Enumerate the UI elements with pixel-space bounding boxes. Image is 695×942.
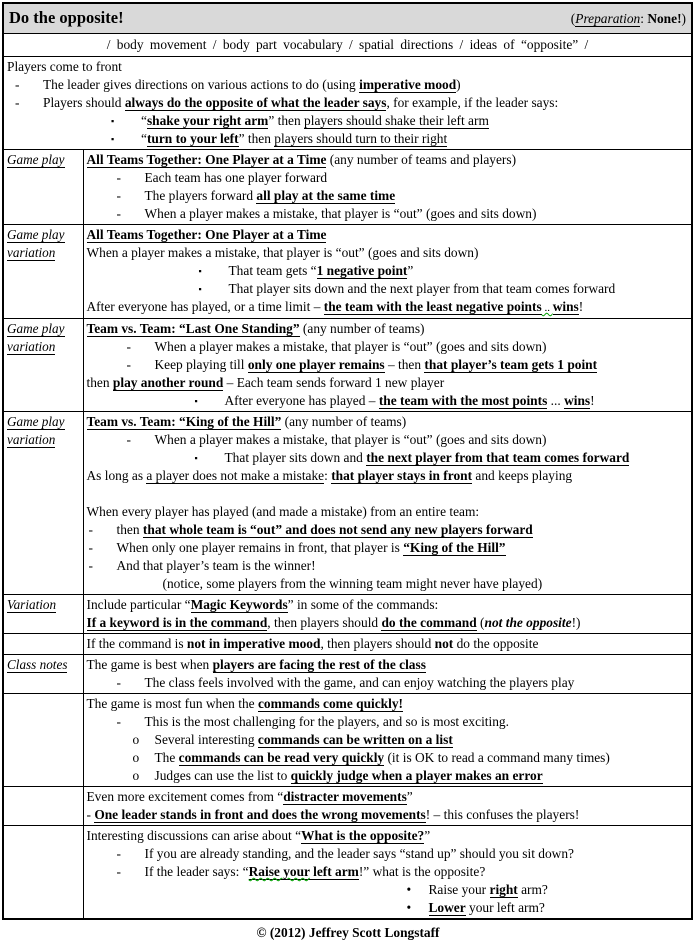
prep-value: None! <box>647 11 682 26</box>
text-line <box>87 767 689 785</box>
text-segment: wins <box>564 393 591 408</box>
text-segment: Team vs. Team: “King of the Hill” <box>86 414 282 429</box>
line-text <box>163 576 543 591</box>
row-label-text: Variation <box>7 597 57 612</box>
copyright-footer: © (2012) Jeffrey Scott Longstaff <box>256 925 440 940</box>
text-segment: This is the most challenging for the players, and so is most exciting. <box>144 714 509 729</box>
text-line <box>87 431 689 449</box>
text-line <box>87 899 689 917</box>
text-segment: Raise your <box>248 864 310 879</box>
text-segment: The players forward <box>144 188 257 203</box>
text-segment: – then <box>384 357 425 372</box>
text-segment: quickly judge when a player makes an error <box>290 768 543 783</box>
dash-bullet-marker: - <box>88 540 93 555</box>
row-label-text: Game play <box>7 414 65 429</box>
text-segment: All Teams Together: One Player at a Time <box>86 227 327 242</box>
text-line <box>87 749 689 767</box>
line-text <box>43 76 688 94</box>
text-line <box>87 226 689 244</box>
line-text <box>145 863 689 881</box>
text-line <box>87 806 689 824</box>
line-text <box>87 807 580 823</box>
table-row <box>3 225 692 319</box>
row-label <box>3 634 83 655</box>
table-body <box>3 57 692 920</box>
line-text <box>155 338 689 356</box>
text-segment: And that player’s team is the winner! <box>116 558 316 573</box>
text-line <box>87 788 689 806</box>
line-text <box>117 557 689 575</box>
header-cell <box>3 3 692 34</box>
text-line <box>87 575 689 593</box>
text-segment: : <box>324 468 332 483</box>
row-label-line <box>7 320 80 338</box>
line-text <box>87 828 431 844</box>
text-segment: “ <box>141 113 147 128</box>
dash-bullet-marker: - <box>126 357 131 372</box>
text-segment: (any number of teams) <box>281 414 407 429</box>
line-text <box>145 187 689 205</box>
text-segment: left arm <box>309 864 359 879</box>
row-label-text: Class notes <box>7 657 68 672</box>
line-text <box>155 767 689 785</box>
line-text <box>87 414 407 430</box>
text-line <box>87 539 689 557</box>
row-label <box>3 412 83 595</box>
text-line <box>87 413 689 431</box>
text-line <box>87 845 689 863</box>
text-segment: players should shake their left arm <box>304 113 489 128</box>
text-segment: When a player makes a mistake, that player is “out” (goes and sits down) <box>144 206 537 221</box>
dash-bullet-marker: - <box>116 206 121 221</box>
text-line <box>87 392 689 410</box>
text-segment: – Each team sends forward 1 new player <box>223 375 445 390</box>
row-label-text: variation <box>7 432 56 447</box>
table-row <box>3 694 692 787</box>
square-bullet-marker: ▪ <box>111 116 115 126</box>
line-text <box>429 899 689 917</box>
text-segment: After everyone has played, or a time limit – <box>86 299 324 314</box>
text-segment: The <box>154 750 179 765</box>
document-header-row <box>3 3 692 34</box>
text-segment: (any number of teams and players) <box>326 152 517 167</box>
line-text <box>87 789 413 805</box>
line-text <box>87 597 439 613</box>
text-line <box>7 76 688 94</box>
line-text <box>229 280 689 298</box>
disc-bullet-marker: • <box>406 882 412 897</box>
prep-close-paren: ) <box>681 11 686 26</box>
text-segment: ” <box>406 789 413 804</box>
line-text <box>145 845 689 863</box>
line-text <box>155 431 689 449</box>
text-segment: all play at the same time <box>256 188 396 203</box>
row-content <box>83 634 692 655</box>
text-line <box>87 205 689 223</box>
text-segment: Interesting discussions can arise about “ <box>86 828 302 843</box>
text-segment: ! <box>578 299 584 314</box>
row-label <box>3 694 83 787</box>
table-row <box>3 412 692 595</box>
text-segment: The leader gives directions on various actions to do (using <box>43 77 360 92</box>
dash-bullet-marker: - <box>88 522 93 537</box>
table-row <box>3 634 692 655</box>
text-line <box>87 614 689 632</box>
text-segment: One leader stands in front and does the wrong movements <box>94 807 426 822</box>
dash-bullet-marker: - <box>116 188 121 203</box>
text-segment: When every player has played (and made a mistake) from an entire team: <box>86 504 480 519</box>
text-segment: Judges can use the list to <box>154 768 291 783</box>
row-label-line <box>7 151 80 169</box>
text-segment: ” <box>424 828 431 843</box>
text-segment: ) <box>456 77 461 92</box>
text-segment: If the command is <box>86 636 187 651</box>
text-segment: distracter movements <box>283 789 407 804</box>
dash-bullet-marker: - <box>126 339 131 354</box>
row-label <box>3 150 83 225</box>
dash-bullet-marker: - <box>116 864 121 879</box>
line-text <box>87 245 479 260</box>
square-bullet-marker: ▪ <box>198 284 202 294</box>
topics-cell <box>3 34 692 57</box>
text-line <box>87 521 689 539</box>
text-segment: The class feels involved with the game, and can enjoy watching the players play <box>144 675 575 690</box>
text-segment: Each team has one player forward <box>144 170 328 185</box>
text-segment: All Teams Together: One Player at a Time <box>86 152 327 167</box>
dash-bullet-marker: - <box>116 170 121 185</box>
line-text <box>117 521 689 539</box>
text-segment: commands can be read very quickly <box>178 750 385 765</box>
text-line <box>87 298 689 317</box>
text-segment: always do the opposite of what the leader says <box>124 95 387 110</box>
text-segment: do the opposite <box>453 636 539 651</box>
text-segment: ” in some of the commands: <box>287 597 439 612</box>
dash-bullet-marker: - <box>126 432 131 447</box>
text-line <box>87 674 689 692</box>
row-label-text: variation <box>7 339 56 354</box>
text-segment: When only one player remains in front, that player is <box>116 540 404 555</box>
square-bullet-marker: ▪ <box>194 453 198 463</box>
row-content <box>83 150 692 225</box>
table-row <box>3 57 692 150</box>
text-segment: play another round <box>112 375 224 390</box>
text-line <box>87 485 689 503</box>
text-segment: Players come to front <box>7 59 122 74</box>
line-text <box>7 59 122 74</box>
text-segment: Several interesting <box>154 732 258 747</box>
text-segment: imperative mood <box>359 77 457 92</box>
row-content <box>83 826 692 920</box>
row-label-text: Game play <box>7 227 65 242</box>
text-segment: not the opposite <box>484 615 572 630</box>
line-text <box>145 713 689 731</box>
text-segment: .. <box>541 302 553 314</box>
text-segment: , then players should <box>267 615 382 630</box>
text-segment: wins <box>552 299 579 314</box>
topics-text: / body movement / body part vocabulary / spatial directions / ideas of “opposite” / <box>106 37 589 52</box>
text-segment: That player sits down and the next player from that team comes forward <box>228 281 616 296</box>
row-label-line <box>7 413 80 431</box>
text-segment: That player sits down and <box>224 450 367 465</box>
text-line <box>87 503 689 521</box>
row-label <box>3 225 83 319</box>
text-segment: the team with the least negative points <box>323 299 542 314</box>
page-title: Do the opposite! <box>9 8 124 27</box>
text-segment: a player does not make a mistake <box>146 468 325 483</box>
topics-row <box>3 34 692 57</box>
text-line <box>87 262 689 280</box>
prep-open-paren: ( <box>570 11 576 26</box>
text-line <box>7 112 688 130</box>
line-text <box>87 636 539 651</box>
dash-bullet-marker: - <box>116 846 121 861</box>
text-segment: When a player makes a mistake, that player is “out” (goes and sits down) <box>154 432 547 447</box>
dash-bullet-marker: - <box>88 558 93 573</box>
text-segment: that player’s team gets 1 point <box>424 357 598 372</box>
circle-bullet-marker: o <box>132 768 140 783</box>
preparation-note <box>571 10 686 28</box>
row-content <box>83 787 692 826</box>
row-label <box>3 826 83 920</box>
text-segment: the team with the most points <box>378 393 548 408</box>
row-label-text: Game play <box>7 152 65 167</box>
text-line <box>7 130 688 148</box>
text-line <box>7 58 688 76</box>
text-segment: players are facing the rest of the class <box>212 657 426 672</box>
row-content <box>83 595 692 634</box>
line-text <box>87 227 327 243</box>
text-line <box>87 338 689 356</box>
text-segment: only one player remains <box>247 357 385 372</box>
text-segment: Magic Keywords <box>190 597 288 612</box>
text-segment: , for example, if the leader says: <box>386 95 559 110</box>
text-segment: right <box>489 882 518 897</box>
row-content <box>83 694 692 787</box>
table-row <box>3 787 692 826</box>
text-segment: Even more excitement comes from “ <box>86 789 284 804</box>
row-label <box>3 319 83 412</box>
text-line <box>87 187 689 205</box>
text-line <box>87 863 689 881</box>
text-segment: Raise your <box>428 882 490 897</box>
row-label-line <box>7 338 80 356</box>
prep-label: Preparation <box>575 11 641 26</box>
text-segment: The game is most fun when the <box>86 696 258 711</box>
line-text <box>145 674 689 692</box>
text-line <box>87 713 689 731</box>
line-text <box>87 299 584 314</box>
text-segment: As long as <box>86 468 147 483</box>
text-line <box>87 374 689 392</box>
text-segment: Include particular “ <box>86 597 191 612</box>
text-line <box>87 881 689 899</box>
text-segment: players should turn to their right <box>274 131 448 146</box>
text-line <box>87 467 689 485</box>
text-segment: That team gets “ <box>228 263 317 278</box>
line-text <box>87 152 517 168</box>
row-content <box>83 319 692 412</box>
line-text <box>141 130 688 148</box>
row-content <box>83 655 692 694</box>
text-line <box>87 557 689 575</box>
text-segment: the next player from that team comes forward <box>366 450 630 465</box>
text-segment: Lower <box>428 900 466 915</box>
row-content <box>83 412 692 595</box>
text-segment: Players should <box>43 95 125 110</box>
dash-bullet-marker: - <box>116 714 121 729</box>
line-text <box>117 539 689 557</box>
row-label-line <box>7 431 80 449</box>
text-line <box>87 280 689 298</box>
row-label-text: Game play <box>7 321 65 336</box>
line-text <box>87 468 573 484</box>
line-text <box>225 392 689 410</box>
disc-bullet-marker: • <box>406 900 412 915</box>
text-line <box>87 656 689 674</box>
table-row <box>3 150 692 225</box>
text-segment: When a player makes a mistake, that player is “out” (goes and sits down) <box>86 245 479 260</box>
text-segment: ! <box>590 393 595 408</box>
dash-bullet-marker: - <box>15 77 20 92</box>
text-segment: that whole team is “out” and does not send any new players forward <box>142 522 533 537</box>
text-segment: commands can be written on a list <box>257 732 453 747</box>
text-line <box>87 356 689 374</box>
line-text <box>43 94 688 112</box>
line-text <box>141 112 688 130</box>
text-segment: not <box>434 636 454 651</box>
text-segment: commands come quickly! <box>257 696 403 711</box>
row-label-text: variation <box>7 245 56 260</box>
text-segment: that player stays in front <box>331 468 473 483</box>
text-segment: (it is OK to read a command many times) <box>384 750 610 765</box>
line-text <box>429 881 689 899</box>
text-line <box>87 244 689 262</box>
row-label-line <box>7 226 80 244</box>
dash-bullet-marker: - <box>116 675 121 690</box>
text-line <box>7 94 688 112</box>
line-text <box>87 375 445 391</box>
text-segment: shake your right arm <box>146 113 269 128</box>
text-segment: (notice, some players from the winning team might never have played) <box>162 576 543 591</box>
text-segment: If the leader says: “ <box>144 864 249 879</box>
row-label-line <box>7 656 80 674</box>
line-text <box>155 356 689 374</box>
text-segment: your left arm? <box>465 900 545 915</box>
text-segment: turn to your left <box>146 131 239 146</box>
text-segment: arm? <box>517 882 548 897</box>
text-segment: After everyone has played – <box>224 393 379 408</box>
text-segment: What is the opposite? <box>301 828 425 843</box>
text-segment: do the command <box>381 615 477 630</box>
line-text <box>87 696 404 712</box>
circle-bullet-marker: o <box>132 732 140 747</box>
text-segment: ” <box>407 263 414 278</box>
text-segment: ” then <box>268 113 305 128</box>
text-line <box>87 320 689 338</box>
line-text <box>155 749 689 767</box>
text-segment: If you are already standing, and the leader says “stand up” should you sit down? <box>144 846 574 861</box>
dash-bullet-marker: - <box>15 95 20 110</box>
text-segment: The game is best when <box>86 657 213 672</box>
circle-bullet-marker: o <box>132 750 140 765</box>
table-row <box>3 826 692 920</box>
text-line <box>87 596 689 614</box>
text-segment: - <box>86 807 95 822</box>
row-label <box>3 595 83 634</box>
square-bullet-marker: ▪ <box>194 396 198 406</box>
line-text <box>87 321 425 337</box>
text-segment: , then players should <box>320 636 435 651</box>
text-segment: not in imperative mood <box>186 636 321 651</box>
row-label <box>3 787 83 826</box>
row-label-line <box>7 244 80 262</box>
text-segment: (any number of teams) <box>299 321 425 336</box>
text-segment: 1 negative point <box>316 263 408 278</box>
text-segment: ( <box>476 615 485 630</box>
text-segment: If a keyword is in the command <box>86 615 268 630</box>
text-line <box>87 449 689 467</box>
text-segment: ” then <box>238 131 275 146</box>
text-line <box>87 635 689 653</box>
line-text <box>87 615 581 631</box>
line-text <box>145 169 689 187</box>
text-line <box>87 695 689 713</box>
text-line <box>87 151 689 169</box>
text-line <box>87 827 689 845</box>
square-bullet-marker: ▪ <box>111 134 115 144</box>
table-row <box>3 319 692 412</box>
square-bullet-marker: ▪ <box>198 266 202 276</box>
text-segment: Keep playing till <box>154 357 248 372</box>
row-content <box>83 225 692 319</box>
text-segment: “King of the Hill” <box>403 540 506 555</box>
text-segment: When a player makes a mistake, that player is “out” (goes and sits down) <box>154 339 547 354</box>
text-segment: then <box>86 375 113 390</box>
text-segment: ! – this confuses the players! <box>425 807 580 822</box>
text-line <box>87 169 689 187</box>
line-text <box>225 449 689 467</box>
lesson-table <box>2 2 693 920</box>
text-segment: and keeps playing <box>472 468 573 483</box>
text-segment: ... <box>547 393 565 408</box>
line-text <box>87 657 426 673</box>
text-segment: !) <box>571 615 581 630</box>
table-row <box>3 655 692 694</box>
row-content <box>3 57 692 150</box>
line-text <box>155 731 689 749</box>
text-segment: !” what is the opposite? <box>358 864 486 879</box>
row-label-line <box>7 596 80 614</box>
text-line <box>87 731 689 749</box>
line-text <box>145 205 689 223</box>
text-segment: then <box>116 522 143 537</box>
text-segment: Team vs. Team: “Last One Standing” <box>86 321 300 336</box>
text-segment: “ <box>141 131 147 146</box>
row-label <box>3 655 83 694</box>
table-row <box>3 595 692 634</box>
line-text <box>87 504 480 519</box>
line-text <box>229 262 689 280</box>
prep-colon: : <box>640 11 648 26</box>
